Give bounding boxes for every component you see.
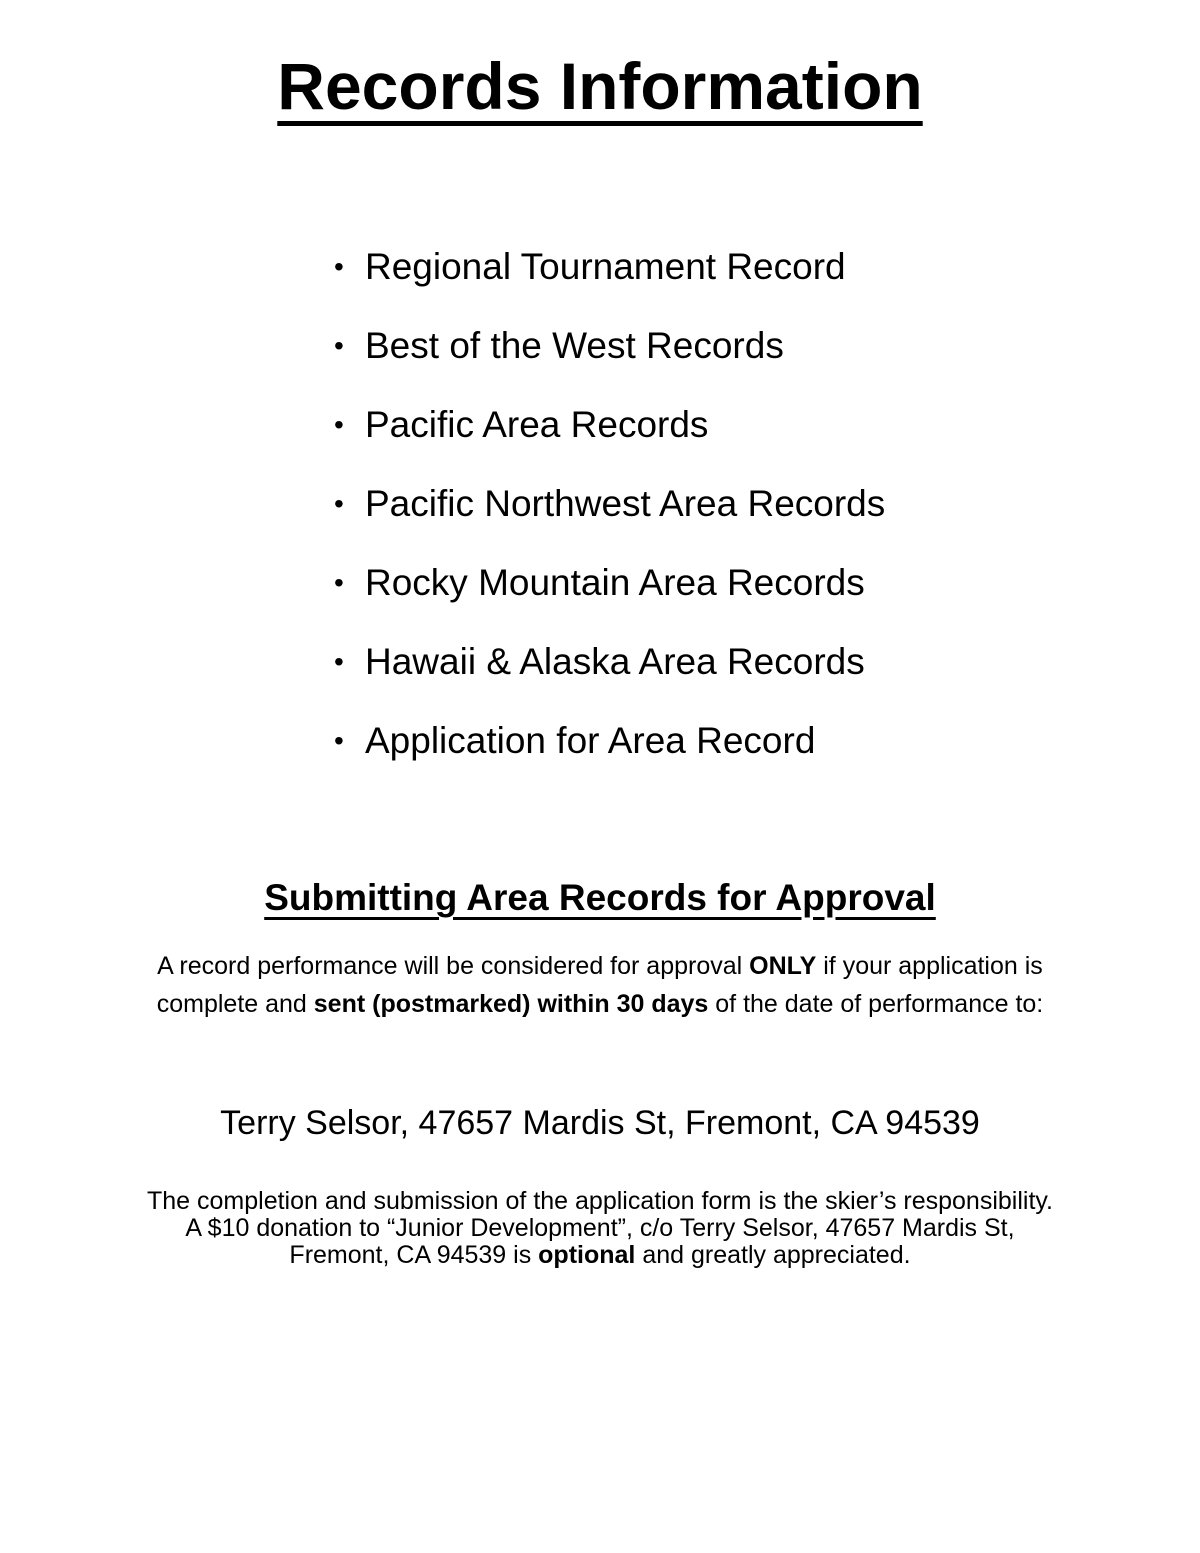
list-item-hawaii-alaska-area-records [334, 634, 1034, 713]
approval-text-middle: if your application is complete and [156, 952, 1043, 1018]
donation-note [140, 1188, 1060, 1269]
application-for-area-record-link[interactable]: Application for Area Record [365, 720, 816, 761]
pacific-area-records-link[interactable]: Pacific Area Records [365, 404, 709, 445]
mailing-address: Terry Selsor, 47657 Mardis St, Fremont, CA 94539 [220, 1104, 980, 1142]
bullet-icon: • [334, 330, 344, 361]
optional-emphasis: optional [538, 1241, 636, 1269]
bullet-icon: • [334, 567, 344, 598]
list-item-pacific-area-records [334, 397, 1034, 476]
best-of-the-west-records-link[interactable]: Best of the West Records [365, 325, 784, 366]
list-item-regional-tournament-record [334, 239, 1034, 318]
list-item-pacific-northwest-area-records [334, 476, 1034, 555]
approval-instructions [110, 947, 1090, 1023]
bullet-icon: • [334, 725, 344, 756]
hawaii-alaska-area-records-link[interactable]: Hawaii & Alaska Area Records [365, 641, 865, 682]
rocky-mountain-area-records-link[interactable]: Rocky Mountain Area Records [365, 562, 865, 603]
approval-text-end: of the date of performance to: [708, 990, 1044, 1018]
donation-text-end: and greatly appreciated. [635, 1241, 911, 1269]
list-item-best-of-the-west-records [334, 318, 1034, 397]
records-link-list [334, 239, 1034, 792]
donation-text-start: The completion and submission of the application form is the skier’s responsibility. A $10 donation to “Junior Development”, c/o Terry Selsor, 47657 Mardis St, Fremont, CA 94539 is [147, 1187, 1053, 1269]
approval-heading-text: Submitting Area Records for Approval [264, 877, 936, 918]
approval-text-start: A record performance will be considered for approval [157, 952, 750, 980]
page-title-text: Records Information [277, 49, 923, 123]
list-item-application-for-area-record [334, 713, 1034, 792]
bullet-icon: • [334, 488, 344, 519]
only-emphasis: ONLY [749, 952, 817, 980]
page-title [0, 42, 1200, 130]
submission-deadline-emphasis: sent (postmarked) within 30 days [313, 990, 709, 1018]
bullet-icon: • [334, 251, 344, 282]
bullet-icon: • [334, 646, 344, 677]
approval-heading [0, 870, 1200, 926]
pacific-northwest-area-records-link[interactable]: Pacific Northwest Area Records [365, 483, 886, 524]
list-item-rocky-mountain-area-records [334, 555, 1034, 634]
regional-tournament-record-link[interactable]: Regional Tournament Record [365, 246, 846, 287]
bullet-icon: • [334, 409, 344, 440]
